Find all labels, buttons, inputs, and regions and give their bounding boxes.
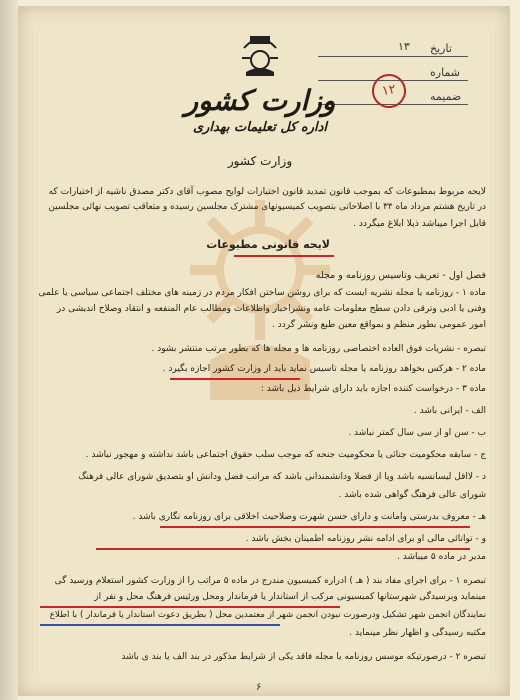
page-number: ۶	[256, 682, 262, 693]
red-underline	[96, 548, 470, 550]
red-underline	[170, 378, 300, 380]
scan-edge	[0, 0, 18, 700]
note-line: مکتبه رسیدگی و اظهار نظر مینماید .	[349, 628, 486, 638]
body-line: ب - سن او از سی سال کمتر نباشد .	[348, 428, 486, 438]
intro-line: در تاریخ هشتم مرداد ماه ۳۴ با اصلاحاتی بتصویب کمیسیونهای مشترک مجلسین رسیده و متعاقب تصویب نهائی مجلسین	[48, 202, 486, 212]
body-line: ماده ۱ - روزنامه یا مجله نشریه ایست که برای روشن ساختن افکار مردم در زمینه های مختلف اجتماعی سیاسی یا علمی	[38, 288, 486, 298]
body-line: تبصره - نشریات فوق العاده اختصاصی روزنامه ها و مجله ها که بطور مرتب منتشر بشود .	[151, 344, 486, 354]
title-underline	[234, 255, 334, 257]
lion-and-sun-emblem-icon	[236, 28, 284, 80]
body-line: ماده ۲ - هرکس بخواهد روزنامه یا مجله تاسیس نماید باید از وزارت کشور اجازه بگیرد .	[162, 364, 486, 374]
body-line: ج - سابقه محکومیت جنائی یا محکومیت جنحه که موجب سلب حقوق اجتماعی باشد نداشته و مهجور نباشد .	[85, 450, 486, 460]
body-line: و - توانائی مالی او برای ادامه نشر روزنامه اطمینان بخش باشد .	[245, 534, 486, 544]
date-value: ۱۳	[398, 40, 410, 53]
date-label: تاریخ	[430, 42, 452, 55]
body-line: وفنی یا ادبی وترقی دادن سطح معلومات عامه ونشراخبار واطلاعات ومطالب عام المنفعه و انتقاد وصلاح اندیشی در	[56, 304, 486, 314]
note-line: مینماید وبرسیدگی شهرستانها کمیسیونی مرکب از استاندار یا فرماندار ومحل ورئیس فرهنگ محل و نفر از	[94, 592, 486, 602]
body-line: ماده ۳ - درخواست کننده اجازه باید دارای شرایط ذیل باشد :	[260, 384, 486, 394]
red-underline	[40, 606, 340, 608]
note-line: تبصره ۲ - درصورتیکه موسس روزنامه یا مجله فاقد یکی از شرایط مذکور در بند الف یا بند ی باشد	[121, 652, 486, 662]
ministry-small: وزارت کشور	[227, 154, 293, 168]
note-line: نمایندگان انجمن شهر تشکیل ودرصورت نبودن انجمن شهر از معتمدین محل ( بطریق دعوت استاندار یا فرماندار ) با اطلاع	[49, 610, 486, 620]
attachment-label: ضمیمه	[430, 90, 462, 103]
bill-title: لایحه قانونی مطبوعات	[206, 238, 330, 251]
body-line: شورای عالی فرهنگ گواهی شده باشد .	[338, 490, 486, 500]
date-line	[318, 56, 468, 57]
note-line: تبصره ۱ - برای اجرای مفاد بند ( هـ ) ادراره کمیسیون مندرج در ماده ۵ مراتب را از وزارت کشور استعلام ورسید گی	[54, 576, 486, 586]
handwritten-number-mark: ۱۲	[369, 71, 408, 110]
intro-line: قابل اجرا میباشد ذیلا ابلاغ میگردد .	[352, 218, 486, 229]
body-line: مدیر در ماده ۵ میباشد .	[397, 552, 486, 562]
red-underline	[160, 526, 470, 528]
blue-underline	[40, 624, 280, 626]
body-line: د - لااقل لیسانسیه باشد ویا از فضلا ودانشمندانی باشد که مراتب فضل ودانش او بتصدیق شورای عالی فرهنگ	[78, 472, 486, 482]
body-line: هـ - معروف بدرستی وامانت و دارای حسن شهرت وصلاحیت اخلاقی برای روزنامه نگاری باشد .	[132, 512, 486, 522]
ministry-title: وزارت کشور	[184, 84, 336, 117]
number-label: شماره	[430, 66, 461, 79]
intro-line: لایحه مربوط بمطبوعات که بموجب قانون تمدید قانون اختیارات لوایح مصوب آقای دکتر مصدق ناشیه از اختیارات که	[48, 186, 486, 197]
department-name: اداره کل تعلیمات بهداری	[192, 120, 328, 135]
body-line: الف - ایرانی باشد .	[413, 406, 486, 416]
chapter-heading: فصل اول - تعریف وتاسیس روزنامه و مجله	[315, 270, 486, 281]
body-line: امور عمومی بطور منظم و بمواقع معین طبع ونشر گردد .	[272, 320, 486, 330]
